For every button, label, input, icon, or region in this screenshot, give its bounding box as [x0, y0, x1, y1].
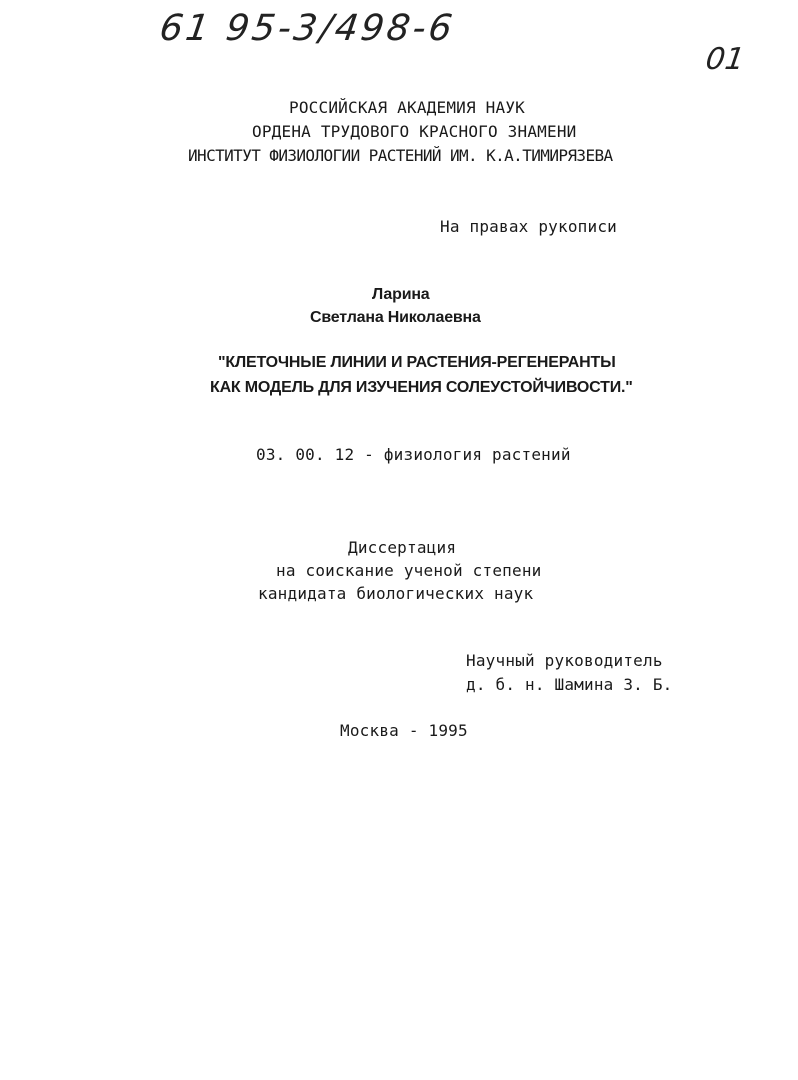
thesis-title-line-1: "КЛЕТОЧНЫЕ ЛИНИИ И РАСТЕНИЯ-РЕГЕНЕРАНТЫ — [218, 354, 616, 371]
degree-line-2: на соискание ученой степени — [276, 561, 542, 580]
supervisor-label: Научный руководитель — [466, 651, 663, 670]
author-surname: Ларина — [372, 286, 430, 303]
handwritten-page-number: 01 — [703, 42, 747, 77]
thesis-title-line-2: КАК МОДЕЛЬ ДЛЯ ИЗУЧЕНИЯ СОЛЕУСТОЙЧИВОСТИ." — [210, 379, 633, 396]
supervisor-name: д. б. н. Шамина З. Б. — [466, 675, 673, 694]
manuscript-rights-note: На правах рукописи — [440, 217, 617, 236]
specialty-code: 03. 00. 12 - физиология растений — [256, 445, 571, 464]
degree-line-1: Диссертация — [348, 538, 457, 557]
degree-line-3: кандидата биологических наук — [258, 584, 534, 603]
handwritten-catalog-number: 61 95-3/498-6 — [157, 8, 458, 49]
institution-line-3: ИНСТИТУТ ФИЗИОЛОГИИ РАСТЕНИЙ ИМ. К.А.ТИМИРЯЗЕВА — [188, 146, 613, 165]
place-and-year: Москва - 1995 — [340, 721, 468, 740]
author-given-names: Светлана Николаевна — [310, 309, 481, 326]
institution-line-2: ОРДЕНА ТРУДОВОГО КРАСНОГО ЗНАМЕНИ — [252, 122, 577, 141]
institution-line-1: РОССИЙСКАЯ АКАДЕМИЯ НАУК — [289, 98, 525, 117]
